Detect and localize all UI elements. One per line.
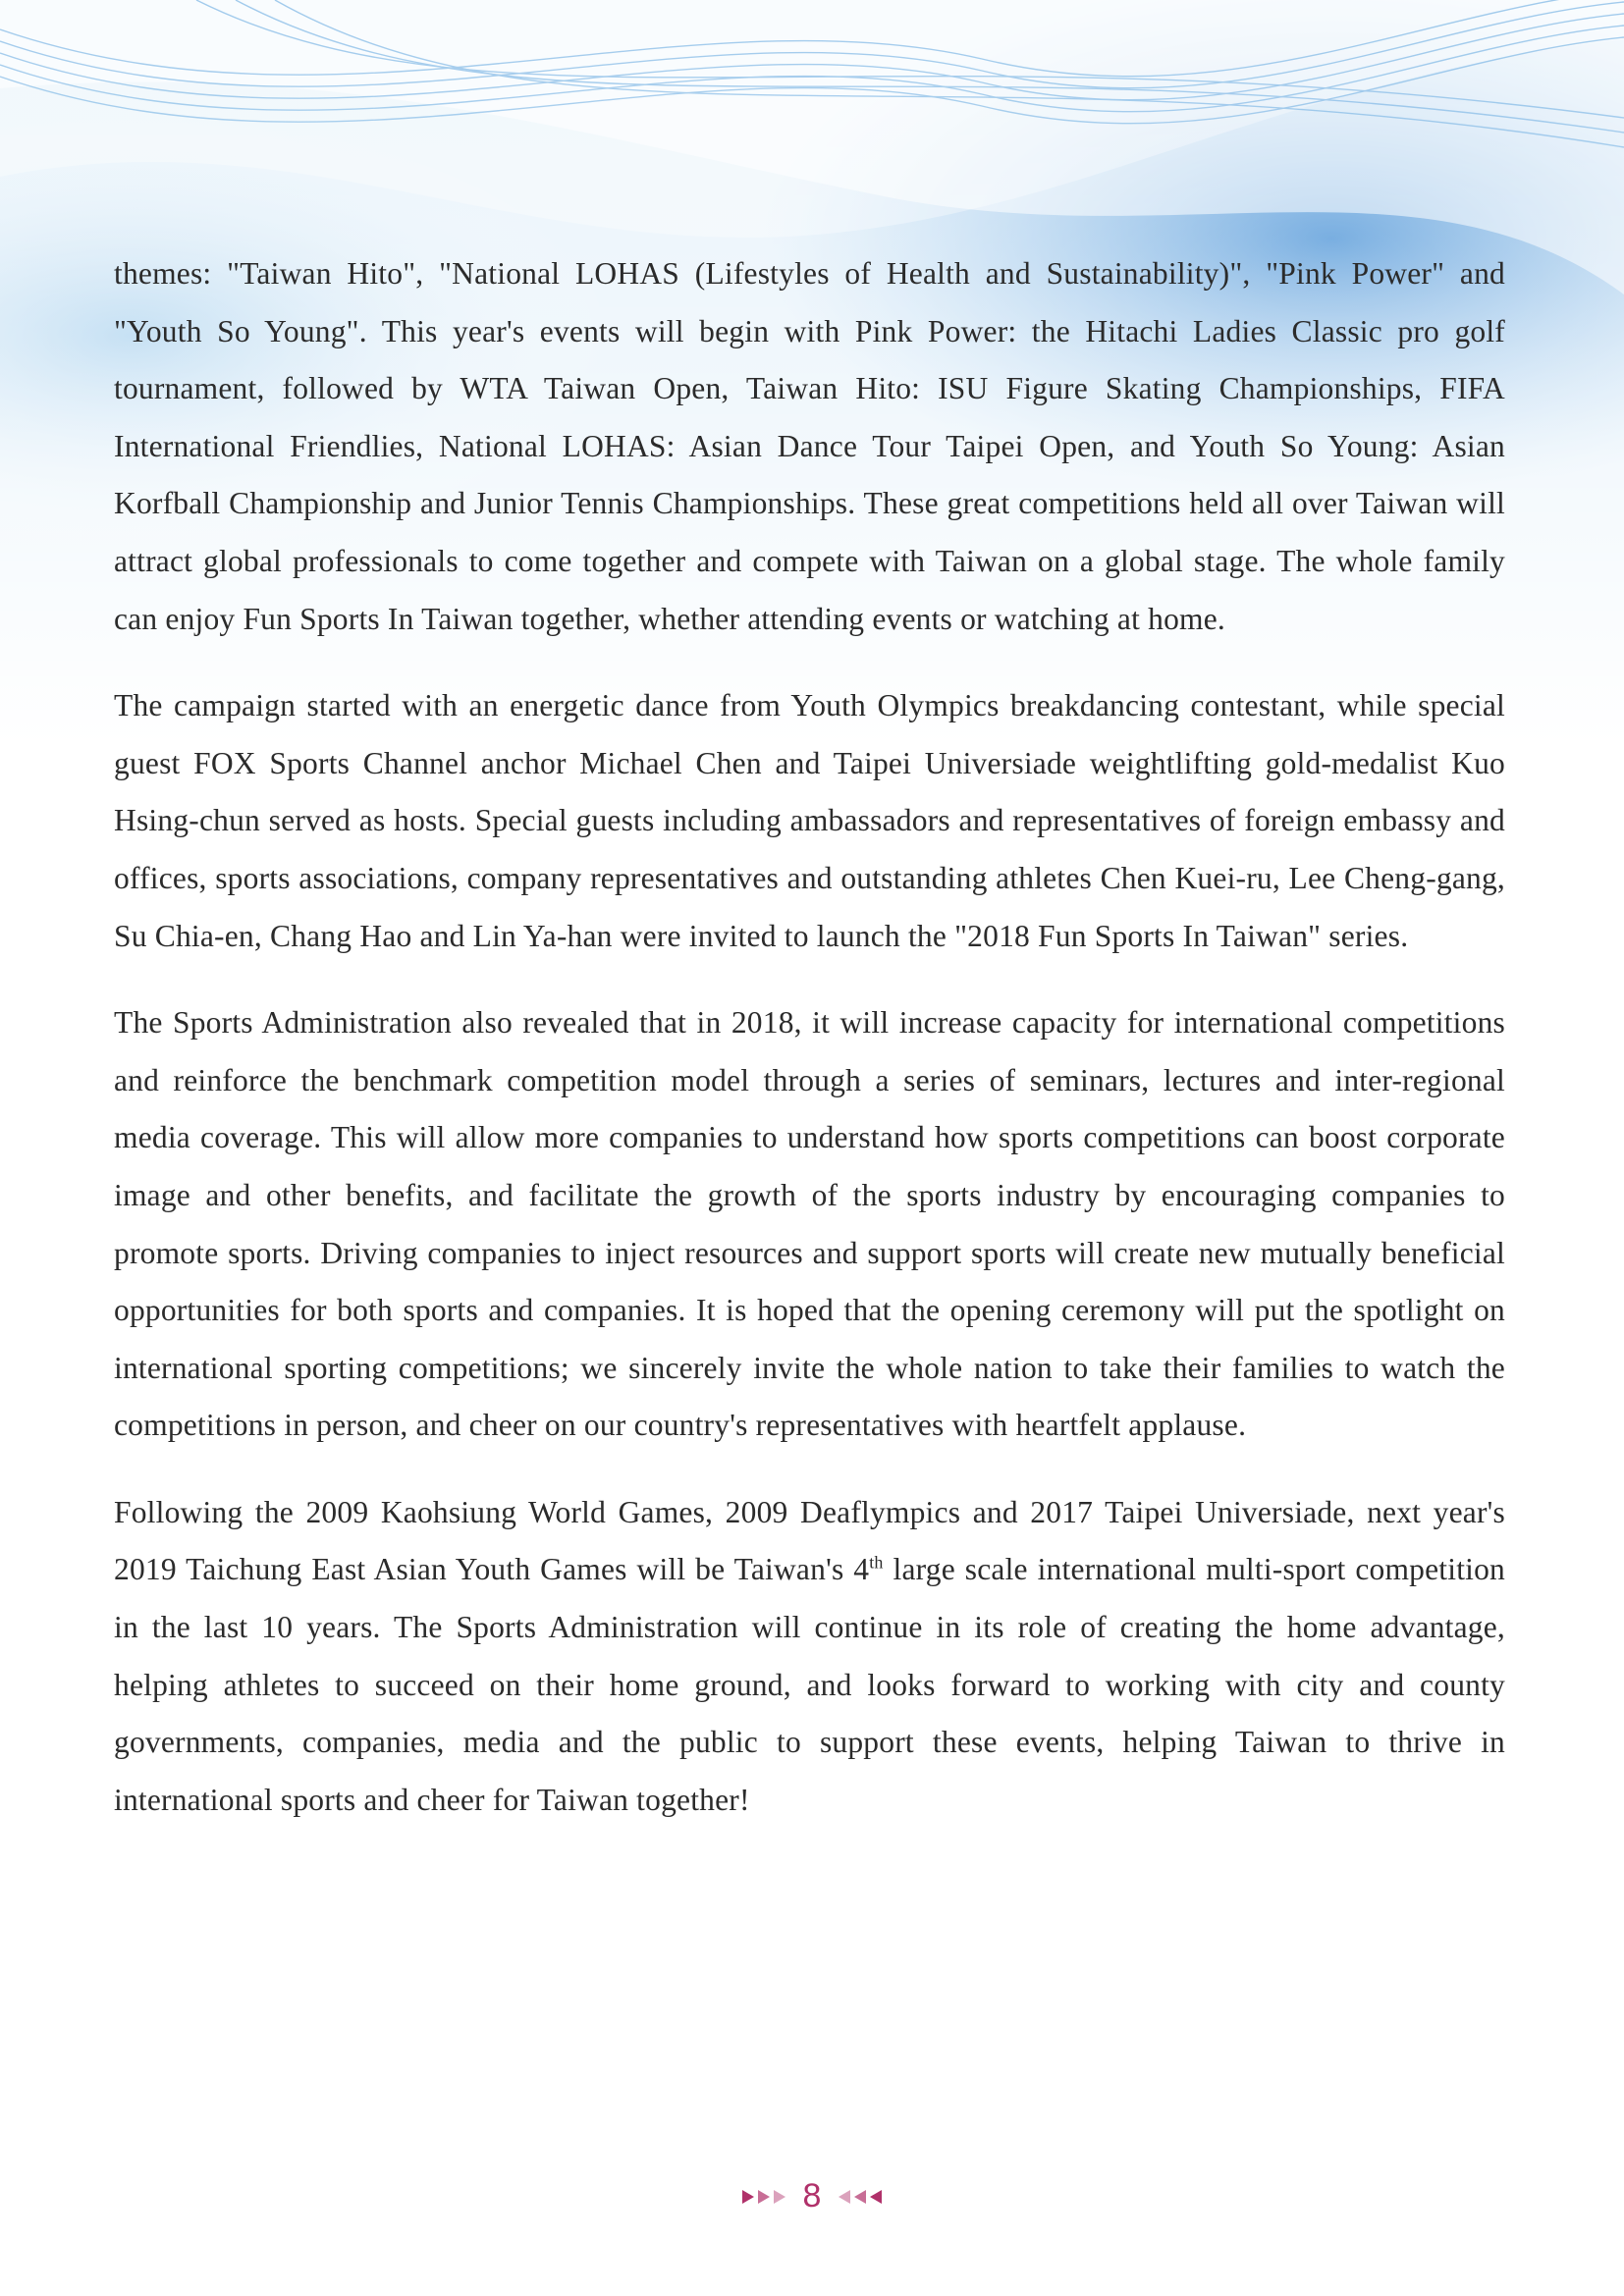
paragraph-4-end: large scale international multi-sport competition in the last 10 years. The Sports Administration will continue in its role of creating the home advantage, helping athletes to succeed on their home ground, and looks forward to working with city and county governments, companies, media and the public to support these events, helping Taiwan to thrive in international sports and cheer for Taiwan together!: [114, 1552, 1505, 1817]
page-footer: [0, 2177, 1624, 2216]
paragraph-3: The Sports Administration also revealed that in 2018, it will increase capacity for international competitions and reinforce the benchmark competition model through a series of seminars, lectures and inter-regional media coverage. This will allow more companies to understand how sports competitions can boost corporate image and other benefits, and facilitate the growth of the sports industry by encouraging companies to promote sports. Driving companies to inject resources and support sports will create new mutually beneficial opportunities for both sports and companies. It is hoped that the opening ceremony will put the spotlight on international sporting competitions; we sincerely invite the whole nation to take their families to watch the competitions in person, and cheer on our country's representatives with heartfelt applause.: [114, 1005, 1505, 1443]
article-body: [114, 245, 1505, 1858]
page-number: 8: [802, 2177, 822, 2215]
paragraph-4: [114, 1484, 1505, 1830]
paragraph-1: themes: "Taiwan Hito", "National LOHAS (Lifestyles of Health and Sustainability)", "Pink Power" and "Youth So Young". This year's events will begin with Pink Power: the Hitachi Ladies Classic pro golf tournament, followed by WTA Taiwan Open, Taiwan Hito: ISU Figure Skating Championships, FIFA International Friendlies, National LOHAS: Asian Dance Tour Taipei Open, and Youth So Young: Asian Korfball Championship and Junior Tennis Championships. These great competitions held all over Taiwan will attract global professionals to come together and compete with Taiwan on a global stage. The whole family can enjoy Fun Sports In Taiwan together, whether attending events or watching at home.: [114, 256, 1505, 636]
right-arrows-icon: [742, 2190, 785, 2204]
paragraph-4-start: Following the 2009 Kaohsiung World Games, 2009 Deaflympics and 2017 Taipei Universiade, next year's 2019 Taichung East Asian Youth Games will be Taiwan's 4: [114, 1494, 1505, 1587]
left-arrows-icon: [839, 2190, 882, 2204]
paragraph-2: The campaign started with an energetic dance from Youth Olympics breakdancing contestant, while special guest FOX Sports Channel anchor Michael Chen and Taipei Universiade weightlifting gold-medalist Kuo Hsing-chun served as hosts. Special guests including ambassadors and representatives of foreign embassy and offices, sports associations, company representatives and outstanding athletes Chen Kuei-ru, Lee Cheng-gang, Su Chia-en, Chang Hao and Lin Ya-han were invited to launch the "2018 Fun Sports In Taiwan" series.: [114, 688, 1505, 953]
ordinal-superscript: th: [869, 1552, 884, 1573]
